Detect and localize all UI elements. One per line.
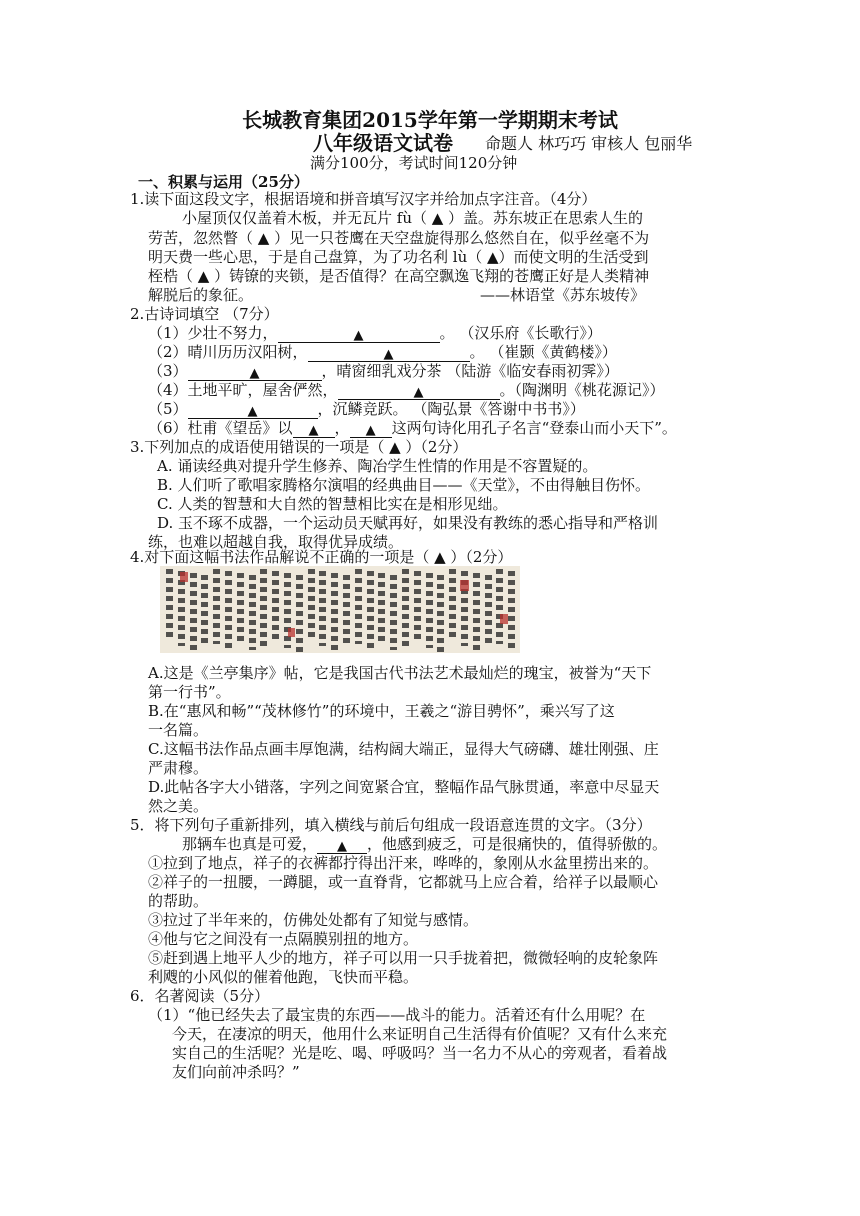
q5-sentence-3: ③拉过了半年来的，仿佛处处都有了知觉与感情。: [148, 911, 479, 929]
q4-stem: 4.对下面这幅书法作品解说不正确的一项是（ ▲ ）（2分）: [130, 548, 513, 566]
exam-subtitle: 八年级语文试卷: [313, 131, 453, 155]
q6-quote-line: 实自己的生活呢？光是吃、喝、呼吸吗？当一名力不从心的旁观者，看着战: [172, 1044, 668, 1062]
calligraphy-column: [249, 575, 256, 650]
calligraphy-column: [378, 573, 385, 643]
q1-passage-line: 解脱后的象征。: [148, 286, 254, 304]
calligraphy-column: [319, 571, 326, 646]
seal-stamp: [460, 580, 469, 591]
q5-sentence-5: ⑤赶到遇上地平人少的地方，祥子可以用一只手拢着把，微微轻响的皮轮象阵: [148, 949, 659, 967]
poem-source: 。 （汉乐府《长歌行》）: [439, 324, 602, 342]
q2-item-3: [148, 362, 619, 381]
q3-stem: 3.下列加点的成语使用错误的一项是（ ▲ ）（2分）: [130, 438, 468, 456]
poem-prompt: （2）晴川历历汉阳树，: [148, 343, 308, 361]
calligraphy-column: [390, 575, 397, 650]
q3-option-d: D. 玉不琢不成器，一个运动员天赋再好，如果没有教练的悉心指导和严格训: [157, 514, 659, 532]
exam-authors: 命题人 林巧巧 审核人 包丽华: [485, 134, 693, 153]
calligraphy-column: [414, 571, 421, 641]
calligraphy-column: [166, 569, 173, 639]
poem-source: 。 （崔颢《黄鹤楼》）: [469, 343, 617, 361]
q5-passage: 那辆车也真是可爱， ▲ ，他感到疲乏，可是很痛快的，值得骄傲的。: [182, 835, 668, 854]
calligraphy-column: [437, 575, 444, 653]
calligraphy-column: [367, 571, 374, 651]
calligraphy-column: [508, 571, 515, 651]
q2-item-2: [148, 343, 617, 362]
q4-option-d-cont: 然之美。: [148, 797, 209, 815]
poem-prompt: （1）少壮不努力，: [148, 324, 278, 342]
q6-quote-line: （1）“他已经失去了最宝贵的东西——战斗的能力。活着还有什么用呢？在: [148, 1006, 646, 1024]
q2-item-5: [148, 400, 585, 419]
answer-blank[interactable]: ▲: [188, 401, 318, 419]
poem-source: 。（陶渊明《桃花源记》）: [499, 381, 665, 399]
q5-sentence-5-cont: 利飕的小风似的催着他跑，飞快而平稳。: [148, 968, 419, 986]
answer-blank[interactable]: ▲: [293, 420, 335, 438]
poem-prompt: （6）杜甫《望岳》以: [148, 419, 293, 437]
calligraphy-column: [426, 573, 433, 648]
calligraphy-column: [178, 571, 185, 646]
q5-sentence-2-cont: 的帮助。: [148, 892, 209, 910]
poem-prompt: （5）: [148, 400, 188, 418]
q1-passage-line: 劳苦，忽然瞥（ ▲ ）见一只苍鹰在天空盘旋得那么悠然自在，似乎丝毫不为: [148, 229, 650, 247]
q4-option-a-cont: 第一行书”。: [148, 683, 231, 701]
q4-option-b-cont: 一名篇。: [148, 721, 209, 739]
q6-stem: 6．名著阅读（5分）: [130, 987, 270, 1005]
answer-blank[interactable]: ▲: [317, 836, 367, 854]
calligraphy-column: [496, 569, 503, 644]
q1-passage-line: 桎梏（ ▲ ）铸镣的夹锁，是否值得？在高空飘逸飞翔的苍鹰正好是人类精神: [148, 267, 650, 285]
q4-option-d: D.此帖各字大小错落，字列之间宽紧合宜，整幅作品气脉贯通，率意中尽显天: [148, 778, 660, 796]
answer-blank[interactable]: ▲: [350, 420, 392, 438]
q3-option-d-cont: 练，也难以超越自我，取得优异成绩。: [148, 533, 404, 551]
q1-source: ——林语堂《苏东坡传》: [480, 286, 646, 304]
poem-source: ，晴窗细乳戏分茶 （陆游《临安春雨初霁》）: [321, 362, 619, 380]
calligraphy-column: [272, 571, 279, 641]
calligraphy-column: [190, 573, 197, 653]
calligraphy-column: [485, 575, 492, 645]
calligraphy-column: [331, 573, 338, 653]
calligraphy-column: [473, 573, 480, 653]
q6-quote-line: 今天，在凄凉的明天，他用什么来证明自己生活得有价值呢？又有什么来充: [172, 1025, 668, 1043]
q3-option-b: B. 人们听了歌唱家腾格尔演唱的经典曲目——《天堂》，不由得触目伤怀。: [157, 476, 651, 494]
seal-stamp: [288, 628, 295, 637]
poem-source: 这两句诗化用孔子名言“登泰山而小天下”。: [391, 419, 677, 437]
q2-stem: 2.古诗词填空 （7分）: [130, 305, 279, 323]
q2-item-4: [148, 381, 665, 400]
calligraphy-column: [296, 575, 303, 653]
q2-item-1: [148, 324, 602, 343]
calligraphy-column: [355, 569, 362, 644]
calligraphy-image: [160, 566, 520, 653]
answer-blank[interactable]: ▲: [338, 382, 500, 400]
answer-blank[interactable]: ▲: [308, 344, 470, 362]
calligraphy-column: [225, 571, 232, 651]
poem-source: ，沉鳞竞跃。 （陶弘景《答谢中书书》）: [317, 400, 585, 418]
calligraphy-column: [237, 573, 244, 643]
q3-option-c: C. 人类的智慧和大自然的智慧相比实在是相形见绌。: [157, 495, 508, 513]
q4-option-b: B.在“惠风和畅”“茂林修竹”的环境中，王羲之“游目骋怀”，乘兴写了这: [148, 702, 615, 720]
section-heading: 一、积累与运用（25分）: [138, 173, 309, 191]
exam-score-info: 满分100分，考试时间120分钟: [310, 154, 518, 172]
answer-blank[interactable]: ▲: [278, 325, 440, 343]
calligraphy-column: [308, 569, 315, 639]
exam-title: 长城教育集团2015学年第一学期期末考试: [242, 108, 618, 132]
poem-prompt: （3）: [148, 362, 188, 380]
separator: ，: [334, 419, 350, 437]
calligraphy-column: [402, 569, 409, 649]
q1-passage-line: 明天费一些心思，于是自己盘算，为了功名利 lù（ ▲）而使文明的生活受到: [148, 248, 649, 266]
q5-sentence-1: ①拉到了地点，祥子的衣裤都拧得出汗来，哗哗的，象刚从水盆里捞出来的。: [148, 854, 659, 872]
q4-option-a: A.这是《兰亭集序》帖，它是我国古代书法艺术最灿烂的瑰宝，被誉为“天下: [148, 664, 652, 682]
seal-stamp: [180, 572, 188, 582]
q6-quote-line: 友们向前冲杀吗？”: [172, 1063, 300, 1081]
q5-sentence-4: ④他与它之间没有一点隔膜别扭的地方。: [148, 930, 419, 948]
poem-prompt: （4）土地平旷，屋舍俨然，: [148, 381, 338, 399]
q3-option-a: A. 诵读经典对提升学生修养、陶冶学生性情的作用是不容置疑的。: [157, 457, 598, 475]
q1-passage-line: 小屋顶仅仅盖着木板，并无瓦片 fù（ ▲ ）盖。苏东坡正在思索人生的: [182, 209, 644, 227]
calligraphy-column: [201, 575, 208, 645]
calligraphy-column: [449, 569, 456, 639]
q4-option-c: C.这幅书法作品点画丰厚饱满，结构阔大端正，显得大气磅礴、雄壮刚强、庄: [148, 740, 659, 758]
calligraphy-column: [343, 575, 350, 645]
q5-sentence-2: ②祥子的一扭腰，一蹲腿，或一直脊背，它都就马上应合着，给祥子以最顺心: [148, 873, 659, 891]
answer-blank[interactable]: ▲: [188, 363, 322, 381]
q4-option-c-cont: 严肃穆。: [148, 759, 209, 777]
calligraphy-column: [260, 569, 267, 649]
q1-stem: 1.读下面这段文字，根据语境和拼音填写汉字并给加点字注音。（4分）: [130, 190, 597, 208]
q5-stem: 5．将下列句子重新排列，填入横线与前后句组成一段语意连贯的文字。（3分）: [130, 816, 652, 834]
seal-stamp: [500, 614, 508, 624]
q2-item-6: [148, 419, 677, 438]
calligraphy-column: [213, 569, 220, 644]
